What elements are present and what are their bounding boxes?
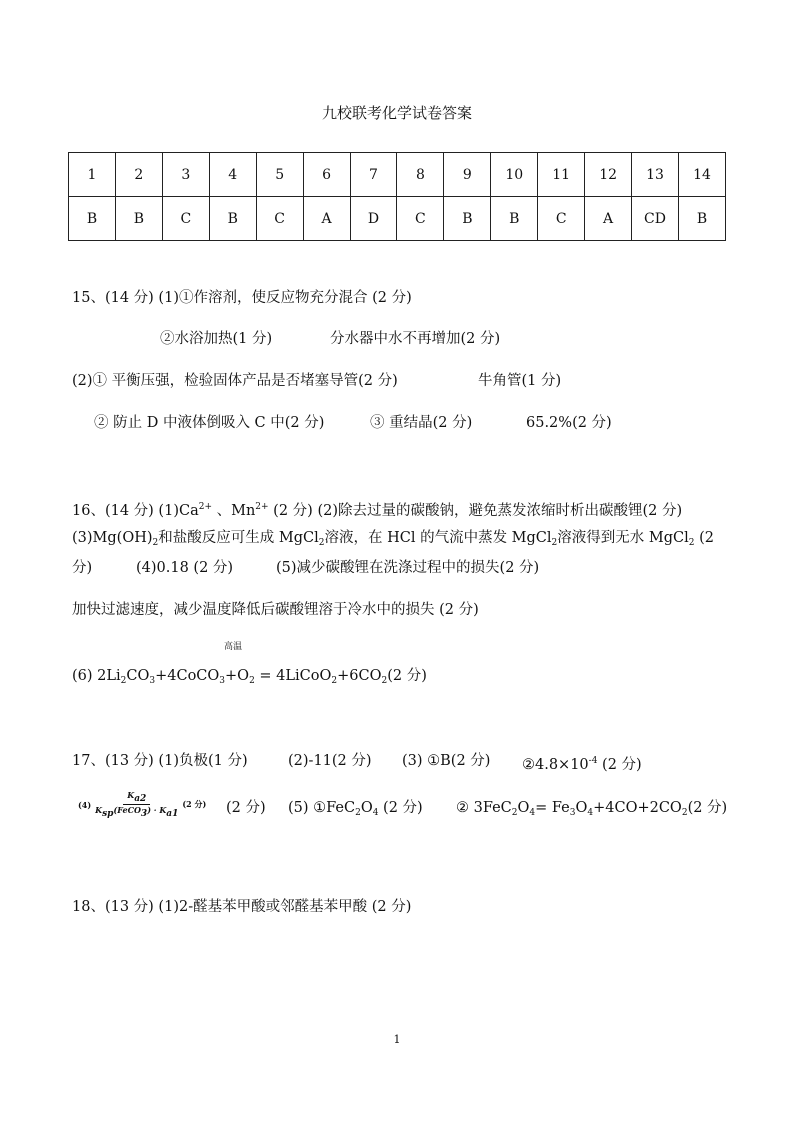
subscript: 2 (681, 808, 688, 818)
q16-text: 、Mn (212, 503, 256, 519)
subscript: 2 (331, 676, 338, 686)
subscript: 2 (120, 676, 127, 686)
subscript: 2 (152, 538, 159, 548)
table-cell: B (69, 197, 116, 241)
eq-text: +4CoCO (155, 668, 220, 684)
answer-table (68, 152, 726, 241)
subscript: 2 (511, 808, 518, 818)
subscript: 2 (318, 538, 325, 548)
subscript: a1 (166, 809, 179, 819)
page-title: 九校联考化学试卷答案 (321, 104, 472, 122)
q16-text: 和盐酸反应可生成 MgCl (158, 530, 319, 546)
subscript: 4 (587, 808, 594, 818)
q17-line-2d (456, 798, 727, 823)
table-cell: B (678, 197, 725, 241)
q17-text: ② 3FeC (456, 800, 512, 816)
q15-line-4c: 65.2%(2 分) (526, 415, 612, 431)
q15-line-3b: 牛角管(1 分) (478, 373, 562, 389)
q16-line-3a: 分) (72, 560, 93, 576)
q17-line-1c: (3) ①B(2 分) (402, 753, 491, 769)
table-cell: A (585, 197, 632, 241)
q16-line-3b: (4)0.18 (2 分) (136, 560, 234, 576)
reaction-condition: 高温 (224, 642, 243, 652)
eq-text: +6CO (337, 668, 382, 684)
table-cell: 10 (491, 153, 538, 197)
q17-text: ②4.8×10 (522, 757, 589, 773)
eq-text: (2 分) (387, 668, 427, 684)
table-cell: 9 (444, 153, 491, 197)
subscript: sp (102, 809, 114, 819)
q17-text: (2 分) (687, 800, 728, 816)
q15-line-4b: ③ 重结晶(2 分) (370, 415, 473, 431)
fraction-denominator (93, 805, 180, 819)
table-cell: 13 (632, 153, 679, 197)
q16-equation (72, 666, 427, 691)
subscript: 3 (569, 808, 576, 818)
table-row-numbers (69, 153, 726, 197)
table-cell: 3 (162, 153, 209, 197)
q17-text: +4CO+2CO (593, 800, 682, 816)
page-number: 1 (393, 1033, 401, 1046)
fraction-numerator (123, 790, 150, 805)
subscript: 4 (372, 808, 379, 818)
table-cell: B (115, 197, 162, 241)
formula-score: (2 分) (182, 799, 207, 809)
q17-text: (2 分) (597, 757, 642, 773)
eq-text: +O (225, 668, 250, 684)
table-cell: C (162, 197, 209, 241)
formula-image (78, 790, 206, 819)
table-cell: 7 (350, 153, 397, 197)
table-cell: 11 (538, 153, 585, 197)
table-cell: 6 (303, 153, 350, 197)
q15-line-4a: ② 防止 D 中液体倒吸入 C 中(2 分) (94, 415, 325, 431)
formula-label: (4) (78, 799, 92, 810)
subscript: 2 (249, 676, 255, 686)
q15-line-1: 15、(14 分) (1)①作溶剂，使反应物充分混合 (2 分) (72, 290, 412, 306)
q17-formula (78, 790, 206, 819)
q17-line-1d (522, 751, 642, 775)
eq-text: CO (126, 668, 150, 684)
table-cell: CD (632, 197, 679, 241)
subscript: 3 (149, 676, 156, 686)
q17-line-1a: 17、(13 分) (1)负极(1 分) (72, 753, 248, 769)
q17-line-1b: (2)-11(2 分) (288, 753, 372, 769)
eq-text: = 4LiCoO (254, 668, 332, 684)
table-cell: 2 (115, 153, 162, 197)
table-cell: 1 (69, 153, 116, 197)
q17-text: = Fe (535, 800, 570, 816)
subscript: 2 (355, 808, 361, 818)
table-cell: D (350, 197, 397, 241)
q17-text: O (575, 800, 588, 816)
subscript: 3 (219, 676, 226, 686)
q16-line-3c: (5)减少碳酸锂在洗涤过程中的损失(2 分) (276, 560, 540, 576)
formula-text: K (95, 805, 103, 815)
table-cell: C (538, 197, 585, 241)
table-cell: C (397, 197, 444, 241)
table-cell: 5 (256, 153, 303, 197)
q16-text: (2 (694, 530, 714, 546)
charge-label: 2+ (198, 502, 212, 512)
q16-line-1 (72, 497, 682, 521)
subscript: 3 (140, 809, 148, 819)
q17-line-2c (288, 798, 423, 823)
table-cell: C (256, 197, 303, 241)
q17-text: (2 分) (378, 800, 423, 816)
exponent: -4 (588, 756, 598, 766)
q17-text: O (360, 800, 373, 816)
subscript: 2 (381, 676, 388, 686)
subscript: a2 (134, 794, 147, 804)
table-cell: 14 (678, 153, 725, 197)
q15-line-2a: ②水浴加热(1 分) (160, 331, 273, 347)
formula-text: K (127, 790, 135, 800)
q17-text: (5) ①FeC (288, 800, 356, 816)
formula-text: (FeCO (113, 805, 141, 815)
q15-line-3a: (2)① 平衡压强，检验固体产品是否堵塞导管(2 分) (72, 373, 398, 389)
q16-line-4: 加快过滤速度，减少温度降低后碳酸锂溶于冷水中的损失 (2 分) (72, 602, 479, 618)
q17-text: O (517, 800, 530, 816)
table-cell: A (303, 197, 350, 241)
table-cell: B (444, 197, 491, 241)
charge-label: 2+ (255, 502, 269, 512)
eq-text: (6) 2Li (72, 668, 121, 684)
subscript: 4 (529, 808, 536, 818)
table-cell: 12 (585, 153, 632, 197)
table-cell: 4 (209, 153, 256, 197)
q16-text: (3)Mg(OH) (72, 530, 153, 546)
formula-text: ) · K (147, 805, 167, 815)
fraction (93, 790, 180, 819)
q16-text: (2 分) (2)除去过量的碳酸钠，避免蒸发浓缩时析出碳酸锂(2 分) (268, 503, 683, 519)
table-row-answers (69, 197, 726, 241)
subscript: 2 (551, 538, 558, 548)
q16-text: 溶液得到无水 MgCl (557, 530, 689, 546)
q16-line-2 (72, 528, 714, 553)
q16-text: 溶液，在 HCl 的气流中蒸发 MgCl (324, 530, 552, 546)
q16-text: 16、(14 分) (1)Ca (72, 503, 199, 519)
table-cell: B (209, 197, 256, 241)
table-cell: 8 (397, 153, 444, 197)
q18-line-1: 18、(13 分) (1)2-醛基苯甲酸或邻醛基苯甲酸 (2 分) (72, 899, 412, 915)
table-cell: B (491, 197, 538, 241)
q15-line-2b: 分水器中水不再增加(2 分) (330, 331, 501, 347)
q17-line-2b: (2 分) (226, 800, 266, 816)
subscript: 2 (688, 538, 695, 548)
